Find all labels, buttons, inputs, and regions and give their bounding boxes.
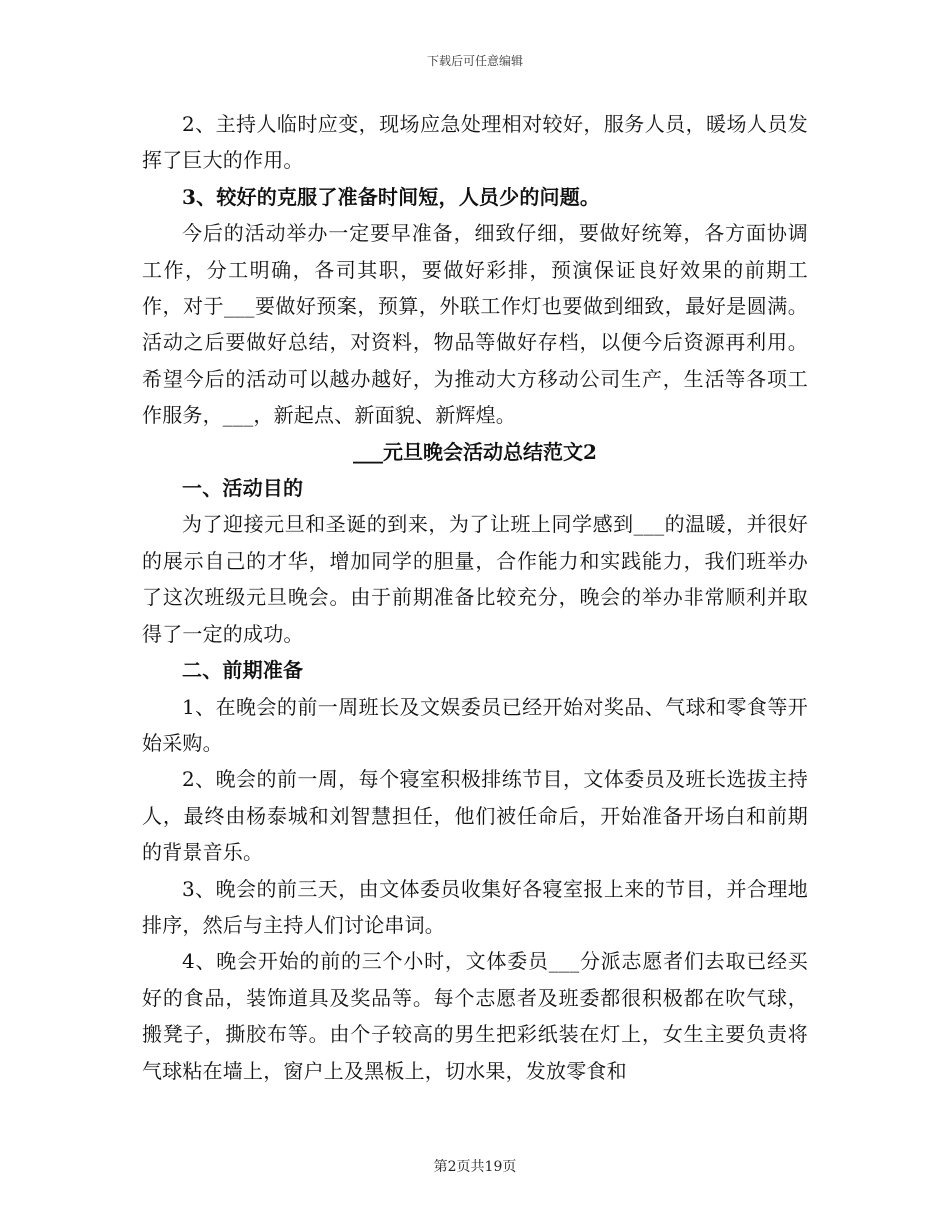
paragraph-future-plans: 今后的活动举办一定要早准备，细致仔细，要做好统筹，各方面协调工作，分工明确，各司其职，要做好彩排，预演保证良好效果的前期工作，对于___要做好预案，预算，外联工作灯也要做到细致，最好是圆满。活动之后要做好总结，对资料，物品等做好存档，以便今后资源再利用。希望今后的活动可以越办越好，为推动大方移动公司生产，生活等各项工作服务，___，新起点、新面貌、新辉煌。: [142, 221, 808, 428]
paragraph-prep-2: 2、晚会的前一周，每个寝室积极排练节目，文体委员及班长选拔主持人，最终由杨泰城和刘智慧担任，他们被任命后，开始准备开场白和前期的背景音乐。: [142, 767, 808, 865]
paragraph-prep-4: 4、晚会开始的前的三个小时，文体委员___分派志愿者们去取已经买好的食品，装饰道具及奖品等。每个志愿者及班委都很积极都在吹气球，搬凳子，撕胶布等。由个子较高的男生把彩纸装在灯上，女生主要负责将气球粘在墙上，窗户上及黑板上，切水果，发放零食和: [142, 949, 808, 1083]
heading-preparation: 二、前期准备: [182, 658, 304, 683]
paragraph-prep-3: 3、晚会的前三天，由文体委员收集好各寝室报上来的节目，并合理地排序，然后与主持人们讨论串词。: [142, 876, 808, 937]
paragraph-item-3: 3、较好的克服了准备时间短，人员少的问题。: [182, 184, 601, 209]
paragraph-prep-1: 1、在晚会的前一周班长及文娱委员已经开始对奖品、气球和零食等开始采购。: [142, 694, 808, 755]
paragraph-purpose: 为了迎接元旦和圣诞的到来，为了让班上同学感到___的温暖，并很好的展示自己的才华，增加同学的胆量，合作能力和实践能力，我们班举办了这次班级元旦晚会。由于前期准备比较充分，晚会的举办非常顺利并取得了一定的成功。: [142, 512, 808, 646]
section-title: ___元旦晚会活动总结范文2: [353, 439, 597, 464]
document-body: [142, 106, 808, 1089]
page-header: 下载后可任意编辑: [426, 54, 523, 68]
paragraph-item-2: 2、主持人临时应变，现场应急处理相对较好，服务人员，暖场人员发挥了巨大的作用。: [142, 112, 808, 173]
heading-activity-purpose: 一、活动目的: [182, 476, 304, 501]
page-number: 第2页共19页: [433, 1159, 517, 1175]
